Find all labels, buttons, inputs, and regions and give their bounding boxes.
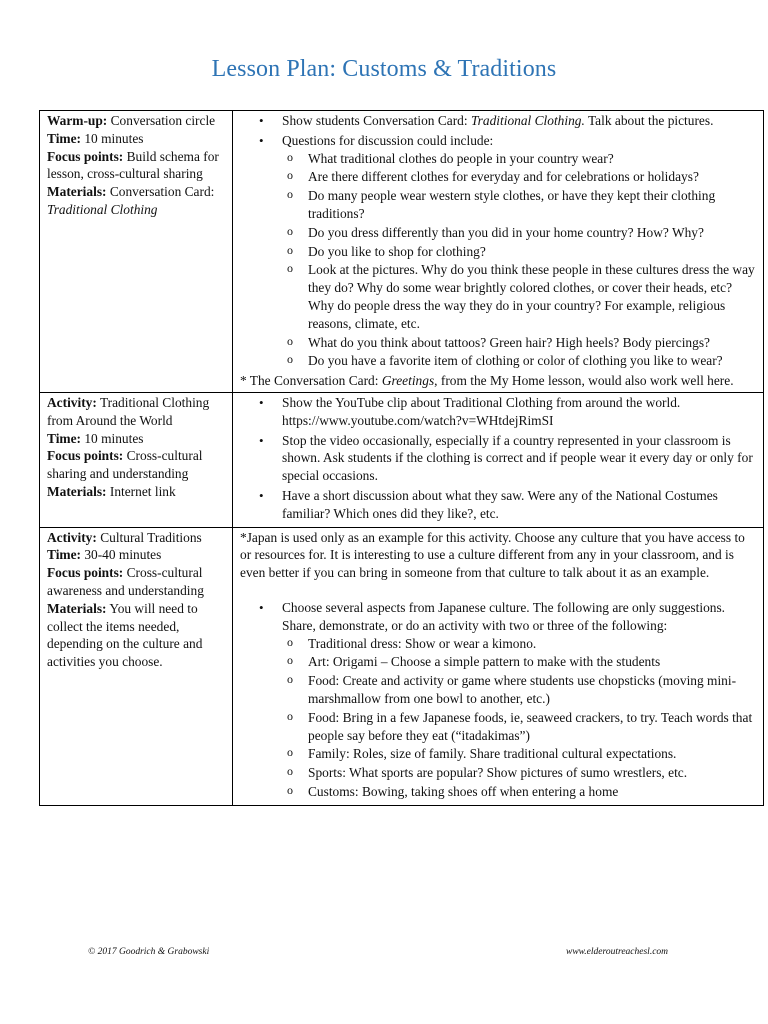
note-post: , from the My Home lesson, would also work well here.	[434, 373, 734, 389]
list-item: o Customs: Bowing, taking shoes off when entering a home	[240, 783, 758, 801]
lesson-plan-table	[39, 110, 764, 806]
list-item: o Look at the pictures. Why do you think these people in these cultures dress the way they do? Why do some wear brightly colored clothes, or cover their heads, etc? Why do people dress the way they do in your country? For example, religious reasons, climate, etc.	[240, 261, 758, 332]
youtube-link[interactable]: https://www.youtube.com/watch?v=WHtdejRimSI	[282, 412, 554, 428]
list-item: o Food: Bring in a few Japanese foods, ie, seaweed crackers, to try. Teach words that people say before they eat (“itadakimas”)	[240, 709, 758, 745]
materials-text: You will need to collect the items needed, depending on the culture and activities you choose.	[47, 600, 203, 670]
warmup-text: Conversation circle	[110, 113, 216, 128]
note-pre: * The Conversation Card:	[240, 373, 379, 389]
list-item: o Are there different clothes for everyday and for celebrations or holidays?	[240, 168, 758, 186]
table-row	[40, 527, 764, 805]
list-item	[240, 394, 758, 430]
time-text: 30-40 minutes	[84, 547, 162, 563]
list-item: o Family: Roles, size of family. Share traditional cultural expectations.	[240, 745, 758, 763]
activity-cell	[40, 392, 233, 527]
focus-text: Build schema for lesson, cross-cultural sharing	[47, 148, 219, 182]
activity-label: Activity:	[47, 394, 97, 410]
warmup-label: Warm-up:	[47, 113, 108, 128]
list-item: o Do you dress differently than you did in your home country? How? Why?	[240, 224, 758, 242]
bullet-italic: Traditional Clothing.	[470, 113, 585, 128]
list-item: o Sports: What sports are popular? Show pictures of sumo wrestlers, etc.	[240, 764, 758, 782]
list-item: o What do you think about tattoos? Green hair? High heels? Body piercings?	[240, 334, 758, 352]
note-italic: Greetings	[381, 373, 435, 389]
time-label: Time:	[47, 547, 81, 563]
bullet-text: Show students Conversation Card:	[282, 113, 468, 128]
bullet-text: Choose several aspects from Japanese culture. The following are only suggestions. Share, demonstrate, or do an activity with two or three of the following:	[282, 599, 726, 633]
focus-text: Cross-cultural sharing and understanding	[47, 448, 203, 482]
list-item	[240, 599, 758, 801]
description-cell	[233, 392, 764, 527]
list-item: o What traditional clothes do people in your country wear?	[240, 150, 758, 168]
time-label: Time:	[47, 130, 81, 146]
description-cell	[233, 111, 764, 393]
focus-label: Focus points:	[47, 565, 124, 581]
materials-label: Materials:	[47, 483, 107, 499]
bullet-text: Talk about the pictures.	[587, 113, 714, 128]
list-item: o Traditional dress: Show or wear a kimono.	[240, 635, 758, 653]
list-item	[240, 132, 758, 370]
table-row	[40, 392, 764, 527]
materials-label: Materials:	[47, 600, 107, 616]
materials-text: Internet link	[109, 483, 176, 499]
activity-text: Cultural Traditions	[100, 529, 202, 545]
time-label: Time:	[47, 430, 81, 446]
focus-label: Focus points:	[47, 448, 124, 464]
materials-text: Conversation Card:	[109, 184, 215, 200]
activity-cell	[40, 111, 233, 393]
activity-cell	[40, 527, 233, 805]
focus-label: Focus points:	[47, 148, 124, 164]
list-item	[240, 112, 758, 130]
list-item: • Stop the video occasionally, especially if a country represented in your classroom is shown. Ask students if the clothing is correct and if people wear it every day or only for special occasions.	[240, 432, 758, 485]
list-item: o Art: Origami – Choose a simple pattern to make with the students	[240, 653, 758, 671]
materials-label: Materials:	[47, 184, 107, 200]
page-title: Lesson Plan: Customs & Traditions	[211, 56, 557, 82]
note-text	[240, 372, 758, 390]
materials-italic: Traditional Clothing	[47, 201, 158, 217]
focus-text: Cross-cultural awareness and understanding	[47, 565, 204, 598]
bullet-text: Show the YouTube clip about Traditional Clothing from around the world.	[282, 394, 681, 410]
activity-label: Activity:	[47, 529, 97, 545]
activity-text: Traditional Clothing from Around the World	[47, 394, 210, 428]
table-row	[40, 111, 764, 393]
bullet-text: Questions for discussion could include:	[282, 132, 494, 148]
list-item: • Have a short discussion about what they saw. Were any of the National Costumes familiar? Which ones did they like?, etc.	[240, 487, 758, 523]
description-cell	[233, 527, 764, 805]
time-text: 10 minutes	[84, 430, 144, 446]
time-text: 10 minutes	[84, 130, 144, 146]
list-item: o Do you have a favorite item of clothing or color of clothing you like to wear?	[240, 352, 758, 370]
list-item: o Food: Create and activity or game where students use chopsticks (moving mini-marshmallow from one bowl to another, etc.)	[240, 672, 758, 708]
list-item: o Do you like to shop for clothing?	[240, 243, 758, 261]
bullet-list	[240, 599, 758, 801]
footer-copyright: © 2017 Goodrich & Grabowski	[88, 947, 210, 957]
sub-list	[240, 150, 758, 371]
footer-website: www.elderoutreachesl.com	[566, 947, 669, 957]
list-item: o Do many people wear western style clothes, or have they kept their clothing traditions?	[240, 187, 758, 223]
bullet-list	[240, 394, 758, 523]
intro-text: *Japan is used only as an example for this activity. Choose any culture that you have access to or resources for. It is interesting to use a culture different from any in your classroom, and is even better if you can bring in someone from that culture to talk about it as an example.	[240, 529, 745, 581]
bullet-list	[240, 112, 758, 370]
sub-list	[240, 635, 758, 801]
